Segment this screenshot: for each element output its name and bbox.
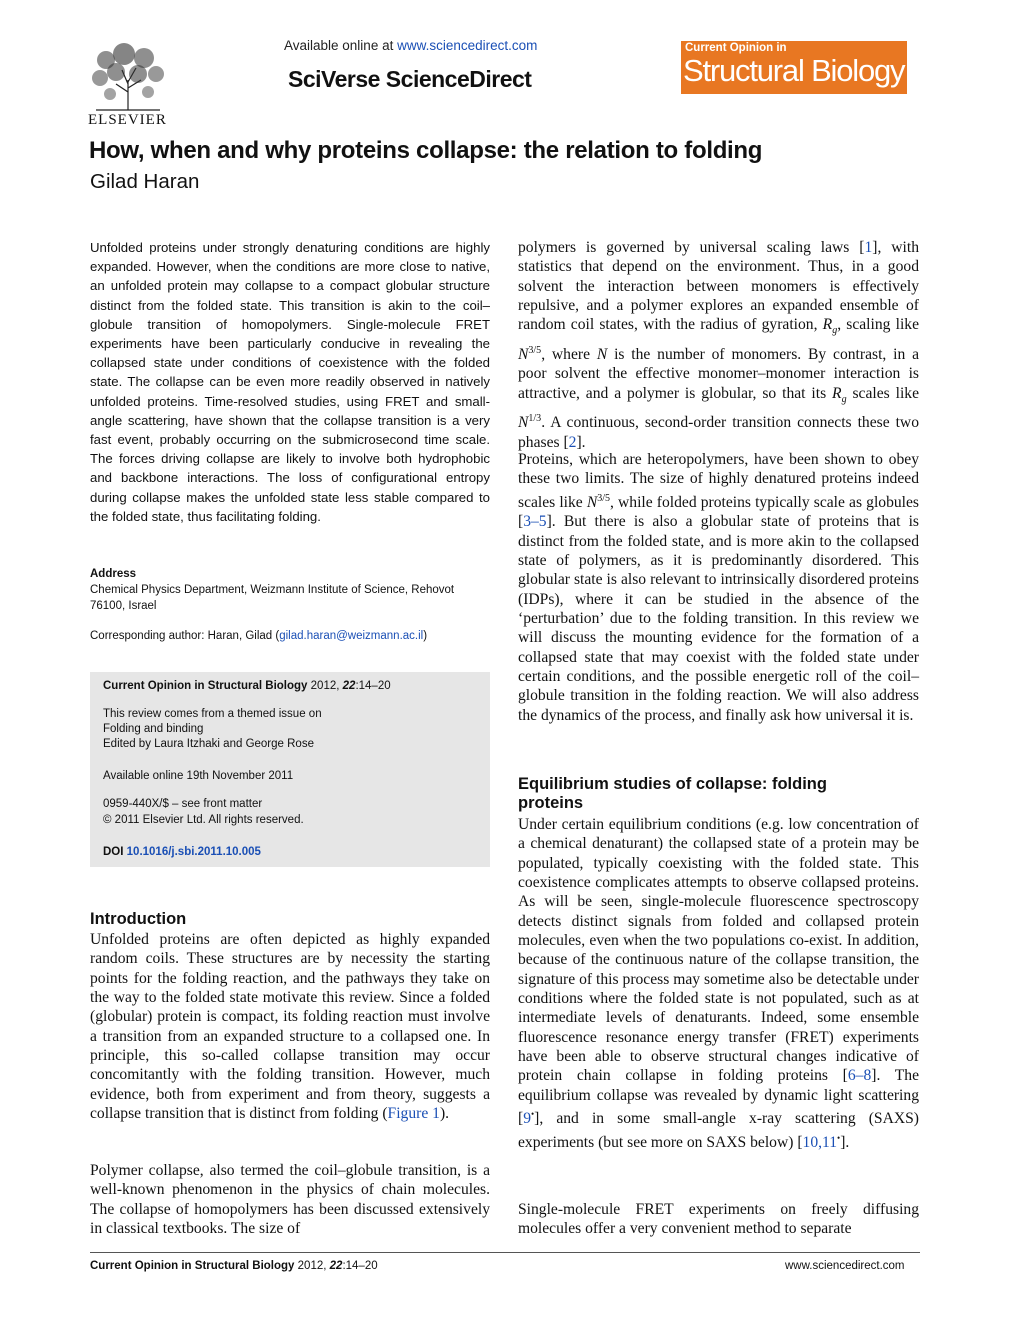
article-author: Gilad Haran [90, 170, 200, 193]
footer-citation [90, 1260, 378, 1272]
footer-year: 2012, [297, 1260, 327, 1272]
rg-symbol: R [822, 316, 833, 334]
corresponding-prefix: Corresponding author: Haran, Gilad ( [90, 630, 280, 642]
rp1-f: is the number of monomers. By contrast, in a poor solvent the effective monomer–monomer interaction is attractive, and a polymer is globular, so that its [518, 346, 919, 402]
exp-3-5: 3/5 [528, 344, 542, 356]
sciverse-logo-text: SciVerse ScienceDirect [288, 66, 532, 92]
journal-logo [681, 41, 907, 94]
right-paragraph-2 [518, 450, 919, 725]
rp1-i: ]. [576, 433, 586, 451]
available-prefix: Available online at [284, 38, 394, 53]
corresponding-author [90, 630, 427, 642]
footer-journal: Current Opinion in Structural Biology [90, 1260, 295, 1272]
ref-10-11-link[interactable]: 10,11 [802, 1133, 838, 1151]
info-year: 2012, [310, 680, 340, 692]
introduction-paragraph-2: Polymer collapse, also termed the coil–globule transition, is a well-known phenomenon in the physics of chain molecules. The collapse of homopolymers has been discussed extensively in classical textbooks. The size of [90, 1162, 490, 1238]
article-info-box [90, 672, 490, 867]
journal-logo-small: Current Opinion in [685, 42, 787, 54]
email-link[interactable]: gilad.haran@weizmann.ac.il [279, 630, 424, 642]
n-symbol-4: N [586, 493, 598, 511]
ref-9-link[interactable]: 9 [523, 1110, 531, 1128]
corresponding-suffix: ) [423, 630, 428, 642]
footer-volume: 22 [329, 1260, 343, 1272]
exp-1-3: 1/3 [528, 413, 542, 425]
footer-url: www.sciencedirect.com [785, 1260, 905, 1272]
article-title: How, when and why proteins collapse: the relation to folding [89, 137, 763, 164]
n-symbol-3: N [518, 414, 529, 432]
footer-pages: :14–20 [342, 1260, 378, 1272]
info-theme-line1: This review comes from a themed issue on [103, 708, 322, 720]
rg-symbol-2: R [832, 384, 842, 402]
doi-link[interactable]: 10.1016/j.sbi.2011.10.005 [126, 846, 261, 858]
right-paragraph-4: Single-molecule FRET experiments on freely diffusing molecules offer a very convenient method to separate [518, 1201, 919, 1238]
available-online [284, 38, 537, 53]
rp2-c: ]. But there is also a globular state of proteins that is distinct from the folded state, and is more akin to the collapsed state of polymers, as it is predominantly disordered. This globular state is also relevant to intrinsically disordered proteins (IDPs), where it can be studied in the absence of the ‘perturbation’ due to the folding transition. In this review we will discuss the mounting evidence for the formation of a collapsed state that may coexist with the folded state under certain conditions, and the possible energetic roll of the coil–globule transition in the folding reaction. We will also address the dynamics of the process, and finally ask how universal it is. [518, 513, 919, 724]
exp-3-5-b: 3/5 [597, 492, 611, 504]
info-volume: 22 [342, 680, 356, 692]
ref-2-link[interactable]: 2 [568, 433, 577, 451]
equilibrium-heading [518, 775, 827, 813]
info-journal: Current Opinion in Structural Biology [103, 680, 308, 692]
rp1-b: ], with [872, 239, 919, 256]
abstract: Unfolded proteins under strongly denaturing conditions are highly expanded. However, when the conditions are more close to native, an unfolded protein may collapse to a compact globular structure distinct from the folded state. This transition is akin to the coil–globule transition of homopolymers. Single-molecule FRET experiments have been particularly conducive in revealing the collapsed state under conditions of coexistence with the folded state. The collapse can be even more readily observed in natively unfolded proteins. Time-resolved studies, using FRET and small-angle scattering, have shown that the collapse transition is a very fast event, probably occurring on the submicrosecond time scale. The forces driving collapse are likely to involve both hydrophobic and backbone interactions. The loss of configurational entropy during collapse makes the unfolded state less stable compared to the folded state, thus facilitating folding. [90, 240, 490, 524]
ref-3-5-link[interactable]: 3–5 [523, 513, 547, 531]
n-symbol-2: N [596, 346, 608, 364]
journal-logo-big: Structural Biology [683, 53, 905, 88]
introduction-paragraph-1 [90, 930, 490, 1123]
rg-subscript-2: g [841, 393, 847, 405]
info-editors: Edited by Laura Itzhaki and George Rose [103, 738, 314, 750]
rp1-e: , where [541, 346, 597, 364]
rp1-g: scales like [846, 384, 919, 402]
rp3-d: ]. [840, 1133, 850, 1151]
footer-rule [90, 1252, 920, 1253]
rp1-d: , scaling like [837, 316, 919, 334]
ref-6-8-link[interactable]: 6–8 [847, 1067, 872, 1085]
info-available: Available online 19th November 2011 [103, 770, 294, 782]
ref-9-bullet: • [531, 1109, 535, 1120]
rp2-b: , while folded proteins typically scale as globules [ [518, 493, 919, 531]
ref-1-link[interactable]: 1 [864, 239, 873, 256]
rp1-c: statistics that depend on the environment. Thus, in a good solvent the interaction between monomers is effectively repulsive, and a polymer explores an expanded ensemble of random coil states, with the radius of gyration, [518, 258, 919, 334]
rp1-h: . A continuous, second-order transition connects these two phases [ [518, 414, 919, 451]
info-pages: :14–20 [355, 680, 391, 692]
rp2-a: Proteins, which are heteropolymers, have been shown to obey these two limits. The size of highly denatured proteins indeed scales like [518, 451, 919, 511]
right-paragraph-1 [518, 238, 919, 452]
info-citation [103, 680, 391, 692]
intro-p1-end: ). [439, 1105, 450, 1123]
n-symbol: N [518, 346, 529, 364]
introduction-heading: Introduction [90, 910, 187, 928]
sciencedirect-link[interactable]: www.sciencedirect.com [397, 38, 538, 53]
doi-label: DOI [103, 846, 124, 858]
rg-subscript: g [832, 325, 838, 337]
right-paragraph-3 [518, 815, 919, 1152]
figure-1-link[interactable]: Figure 1 [387, 1105, 440, 1123]
ref-11-bullet: • [837, 1132, 841, 1143]
rp1-a: polymers is governed by universal scaling laws [ [518, 239, 865, 256]
rp3-c: ], and in some small-angle x-ray scattering (SAXS) experiments (but see more on SAXS below) [ [518, 1110, 919, 1151]
rp3-b: ]. The equilibrium collapse was revealed by dynamic light scattering [ [518, 1067, 920, 1128]
equilibrium-heading-l2: proteins [518, 794, 584, 812]
intro-p1-text: Unfolded proteins are often depicted as highly expanded random coils. These structures are by necessity the starting points for the folding reaction, and the pathways they take on the way to the folded state motivate this review. Since a folded (globular) protein is compact, its folding reaction must involve a transition from an expanded structure to a collapsed one. In principle, this so-called collapse transition may occur concomitantly with the folding transition. However, much evidence, both from experiment and from theory, suggests a collapse transition that is distinct from folding ( [90, 931, 490, 1123]
address-text: Chemical Physics Department, Weizmann Institute of Science, Rehovot 76100, Israel [90, 584, 455, 612]
info-doi [103, 846, 261, 858]
publisher-name: ELSEVIER [88, 112, 167, 128]
equilibrium-heading-l1: Equilibrium studies of collapse: folding [518, 775, 827, 793]
rp3-a: Under certain equilibrium conditions (e.g. low concentration of a chemical denaturant) the collapsed state of a protein may be populated, typically coexisting with the folded state. This coexistence complicates attempts to observe collapsed proteins. As will be seen, single-molecule fluorescence spectroscopy detects distinct signals from folded and collapsed protein molecules, even when the two populations co-exist. In addition, because of the continuous nature of the collapse transition, the signature of this process may sometime also be detectable under conditions where the folded state is not populated, such as at intermediate levels of denaturants. Indeed, some ensemble fluorescence resonance energy transfer (FRET) experiments have been able to observe structural changes indicative of protein chain collapse in folding proteins [ [518, 816, 919, 1085]
info-issn: 0959-440X/$ – see front matter [103, 798, 263, 810]
info-theme-line2: Folding and binding [103, 723, 204, 735]
info-copyright: © 2011 Elsevier Ltd. All rights reserved. [103, 814, 304, 826]
address-heading: Address [90, 568, 137, 580]
